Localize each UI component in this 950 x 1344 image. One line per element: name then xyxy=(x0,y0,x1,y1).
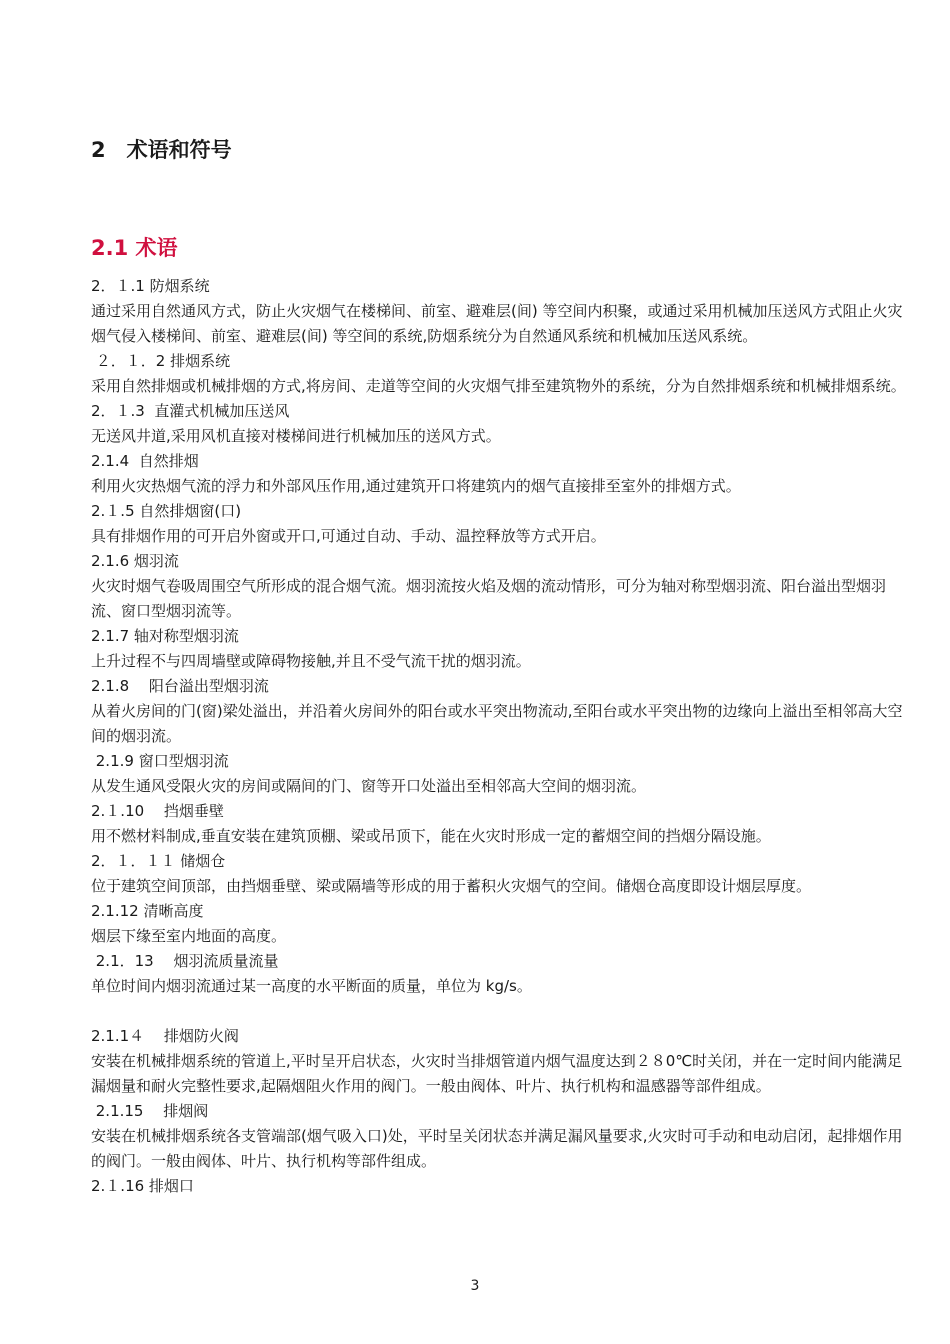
term-definition: 火灾时烟气卷吸周围空气所形成的混合烟气流。烟羽流按火焰及烟的流动情形，可分为轴对称型烟羽流、阳台溢出型烟羽流、窗口型烟羽流等。 xyxy=(91,577,887,620)
term-number: 2.1.8 阳台溢出型烟羽流 xyxy=(91,677,269,695)
term-number: 2.１.16 排烟口 xyxy=(91,1177,194,1195)
term-number: 2．１．１１ 储烟仓 xyxy=(91,852,226,870)
term-number: ２．１．2 排烟系统 xyxy=(91,352,231,370)
term-definition: 从着火房间的门(窗)梁处溢出，并沿着火房间外的阳台或水平突出物流动,至阳台或水平突出物的边缘向上溢出至相邻高大空间的烟羽流。 xyxy=(91,702,903,745)
term-definition: 从发生通风受限火灾的房间或隔间的门、窗等开口处溢出至相邻高大空间的烟羽流。 xyxy=(91,777,647,795)
term-definition: 上升过程不与四周墙壁或障碍物接触,并且不受气流干扰的烟羽流。 xyxy=(91,652,531,670)
term-definition: 安装在机械排烟系统的管道上,平时呈开启状态，火灾时当排烟管道内烟气温度达到２８0℃时关闭，并在一定时间内能满足漏烟量和耐火完整性要求,起隔烟阻火作用的阀门。一般由阀体、叶片、执行机构和温感器等部件组成。 xyxy=(91,1052,903,1095)
section-title: 2.1 术语 xyxy=(91,236,178,260)
term-definition: 无送风井道,采用风机直接对楼梯间进行机械加压的送风方式。 xyxy=(91,427,501,445)
term-number: 2.1．13 烟羽流质量流量 xyxy=(91,952,279,970)
term-number: 2.1.7 轴对称型烟羽流 xyxy=(91,627,239,645)
term-definition: 用不燃材料制成,垂直安装在建筑顶棚、梁或吊顶下，能在火灾时形成一定的蓄烟空间的挡烟分隔设施。 xyxy=(91,827,771,845)
term-number: 2.1.4 自然排烟 xyxy=(91,452,199,470)
blank-line xyxy=(91,999,909,1024)
term-definition: 通过采用自然通风方式，防止火灾烟气在楼梯间、前室、避难层(间) 等空间内积聚，或通过采用机械加压送风方式阻止火灾烟气侵入楼梯间、前室、避难层(间) 等空间的系统,防烟系统分为自然通风系统和机械加压送风系统。 xyxy=(91,302,903,345)
term-definition: 位于建筑空间顶部，由挡烟垂壁、梁或隔墙等形成的用于蓄积火灾烟气的空间。储烟仓高度即设计烟层厚度。 xyxy=(91,877,812,895)
term-number: 2.1.6 烟羽流 xyxy=(91,552,179,570)
term-number: 2.1.12 清晰高度 xyxy=(91,902,204,920)
term-definition: 单位时间内烟羽流通过某一高度的水平断面的质量，单位为 kg/s。 xyxy=(91,977,532,995)
page-number: 3 xyxy=(470,1278,480,1294)
term-number: 2.１.10 挡烟垂壁 xyxy=(91,802,224,820)
terms-list xyxy=(91,274,909,1199)
term-definition: 烟层下缘至室内地面的高度。 xyxy=(91,927,287,945)
term-number: 2.１.5 自然排烟窗(口) xyxy=(91,502,242,520)
term-definition: 利用火灾热烟气流的浮力和外部风压作用,通过建筑开口将建筑内的烟气直接排至室外的排烟方式。 xyxy=(91,477,741,495)
term-number: 2.1.15 排烟阀 xyxy=(91,1102,209,1120)
term-definition: 采用自然排烟或机械排烟的方式,将房间、走道等空间的火灾烟气排至建筑物外的系统，分为自然排烟系统和机械排烟系统。 xyxy=(91,377,906,395)
term-number: 2．１.3 直灌式机械加压送风 xyxy=(91,402,290,420)
term-number: 2．１.1 防烟系统 xyxy=(91,277,210,295)
term-number: 2.1.9 窗口型烟羽流 xyxy=(91,752,229,770)
term-definition: 安装在机械排烟系统各支管端部(烟气吸入口)处，平时呈关闭状态并满足漏风量要求,火灾时可手动和电动启闭，起排烟作用的阀门。一般由阀体、叶片、执行机构等部件组成。 xyxy=(91,1127,903,1170)
term-number: 2.1.1４ 排烟防火阀 xyxy=(91,1027,239,1045)
chapter-title: 2 术语和符号 xyxy=(91,138,232,162)
term-definition: 具有排烟作用的可开启外窗或开口,可通过自动、手动、温控释放等方式开启。 xyxy=(91,527,606,545)
